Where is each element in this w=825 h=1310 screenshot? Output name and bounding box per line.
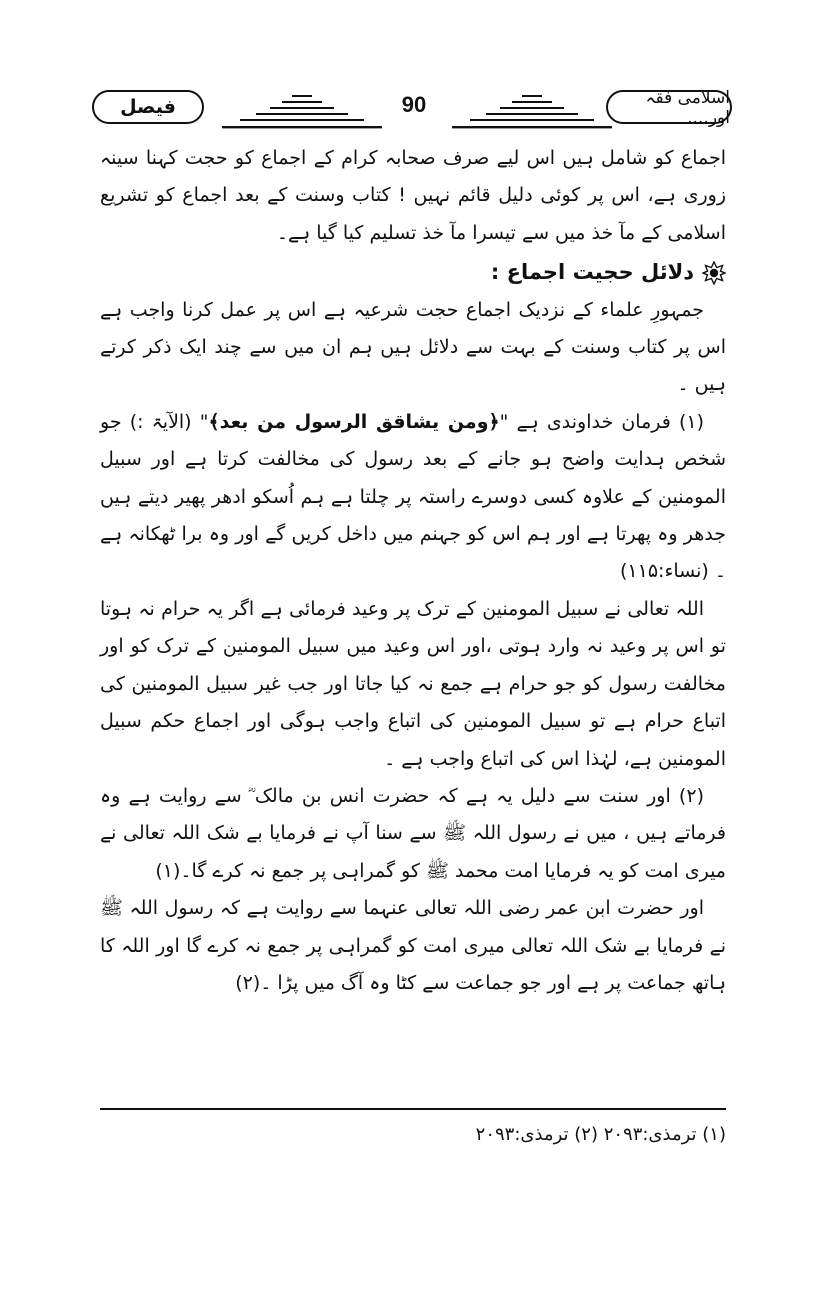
paragraph: (۲) اور سنت سے دلیل یہ ہے کہ حضرت انس بن مالک ؓ سے روایت ہے وہ فرماتے ہیں ، میں نے رسول اللہ ﷺ سے سنا آپ نے فرمایا بے شک اللہ تعالی نے میری امت کو یہ فرمایا امت محمد ﷺ کو گمراہی پر جمع نہ کرے گا۔(۱) xyxy=(100,784,726,882)
section-heading xyxy=(100,254,726,291)
body-text xyxy=(100,140,726,1002)
quran-verse: ﴿ومن یشاقق الرسول من بعد﴾ xyxy=(208,410,500,433)
paragraph: جمہورِ علماء کے نزدیک اجماع حجت شرعیہ ہے اس پر عمل کرنا واجب ہے اس پر کتاب وسنت کے بہت سے دلائل ہیں ہم ان میں سے چند ایک ذکر کرتے ہیں ۔ xyxy=(100,298,726,396)
footnote: (۱) ترمذی:۲۰۹۳ (۲) ترمذی:۲۰۹۳ xyxy=(475,1124,726,1145)
page-header xyxy=(92,86,732,136)
book-title: اسلامی فقہ اور.... xyxy=(606,90,732,124)
footnote-divider xyxy=(100,1108,726,1110)
paragraph: اور حضرت ابن عمر رضی اللہ تعالی عنہما سے روایت ہے کہ رسول اللہ ﷺ نے فرمایا بے شک اللہ تعالی میری امت کو گمراہی پر جمع نہ کرے گا اور اللہ کا ہاتھ جماعت پر ہے اور جو جماعت سے کٹا وہ آگ میں پڑا ۔(۲) xyxy=(100,897,726,994)
stepped-pyramid-ornament-icon xyxy=(222,88,382,130)
paragraph-text: (۱) فرمان خداوندی ہے " xyxy=(499,410,704,433)
section-heading-text: دلائل حجیت اجماع : xyxy=(490,260,694,285)
page-number: 90 xyxy=(401,92,427,117)
chapter-label: فیصل xyxy=(92,90,204,124)
verse-reference: " (الآیۃ :) xyxy=(129,410,209,433)
stepped-pyramid-ornament-icon xyxy=(452,88,612,130)
paragraph-text: جو شخص ہدایت واضح ہو جانے کے بعد رسول کی مخالفت کرتا ہے اور سبیل المومنین کے علاوہ کسی دوسرے راستہ پر چلتا ہے ہم اُسکو ادھر پھیر دیتے ہیں جدھر وہ پھرتا ہے اور ہم اس کو جہنم میں داخل کریں گے اور وہ برا ٹھکانہ ہے ۔ (نساء:۱۱۵) xyxy=(100,410,726,583)
paragraph: اجماع کو شامل ہیں اس لیے صرف صحابہ کرام کے اجماع کو حجت کہنا سینہ زوری ہے، اس پر کوئی دلیل قائم نہیں ! کتاب وسنت کے بعد اجماع کو تشریع اسلامی کے مآ خذ میں سے تیسرا مآ خذ تسلیم کیا گیا ہے۔ xyxy=(100,147,726,244)
eight-point-star-icon xyxy=(702,261,726,285)
paragraph: اللہ تعالی نے سبیل المومنین کے ترک پر وعید فرمائی ہے اگر یہ حرام نہ ہوتا تو اس پر وعید نہ وارد ہوتی ،اور اس وعید میں سبیل المومنین کے ترک کو اور مخالفت رسول کو جو حرام ہے جمع نہ کیا جاتا اور جب غیر سبیل المومنین کی اتباع حرام ہے تو سبیل المومنین کی اتباع واجب ہوگی اور اجماع حکم سبیل المومنین ہے، لہٰذا اس کی اتباع واجب ہے ۔ xyxy=(100,597,726,770)
paragraph xyxy=(100,404,726,591)
